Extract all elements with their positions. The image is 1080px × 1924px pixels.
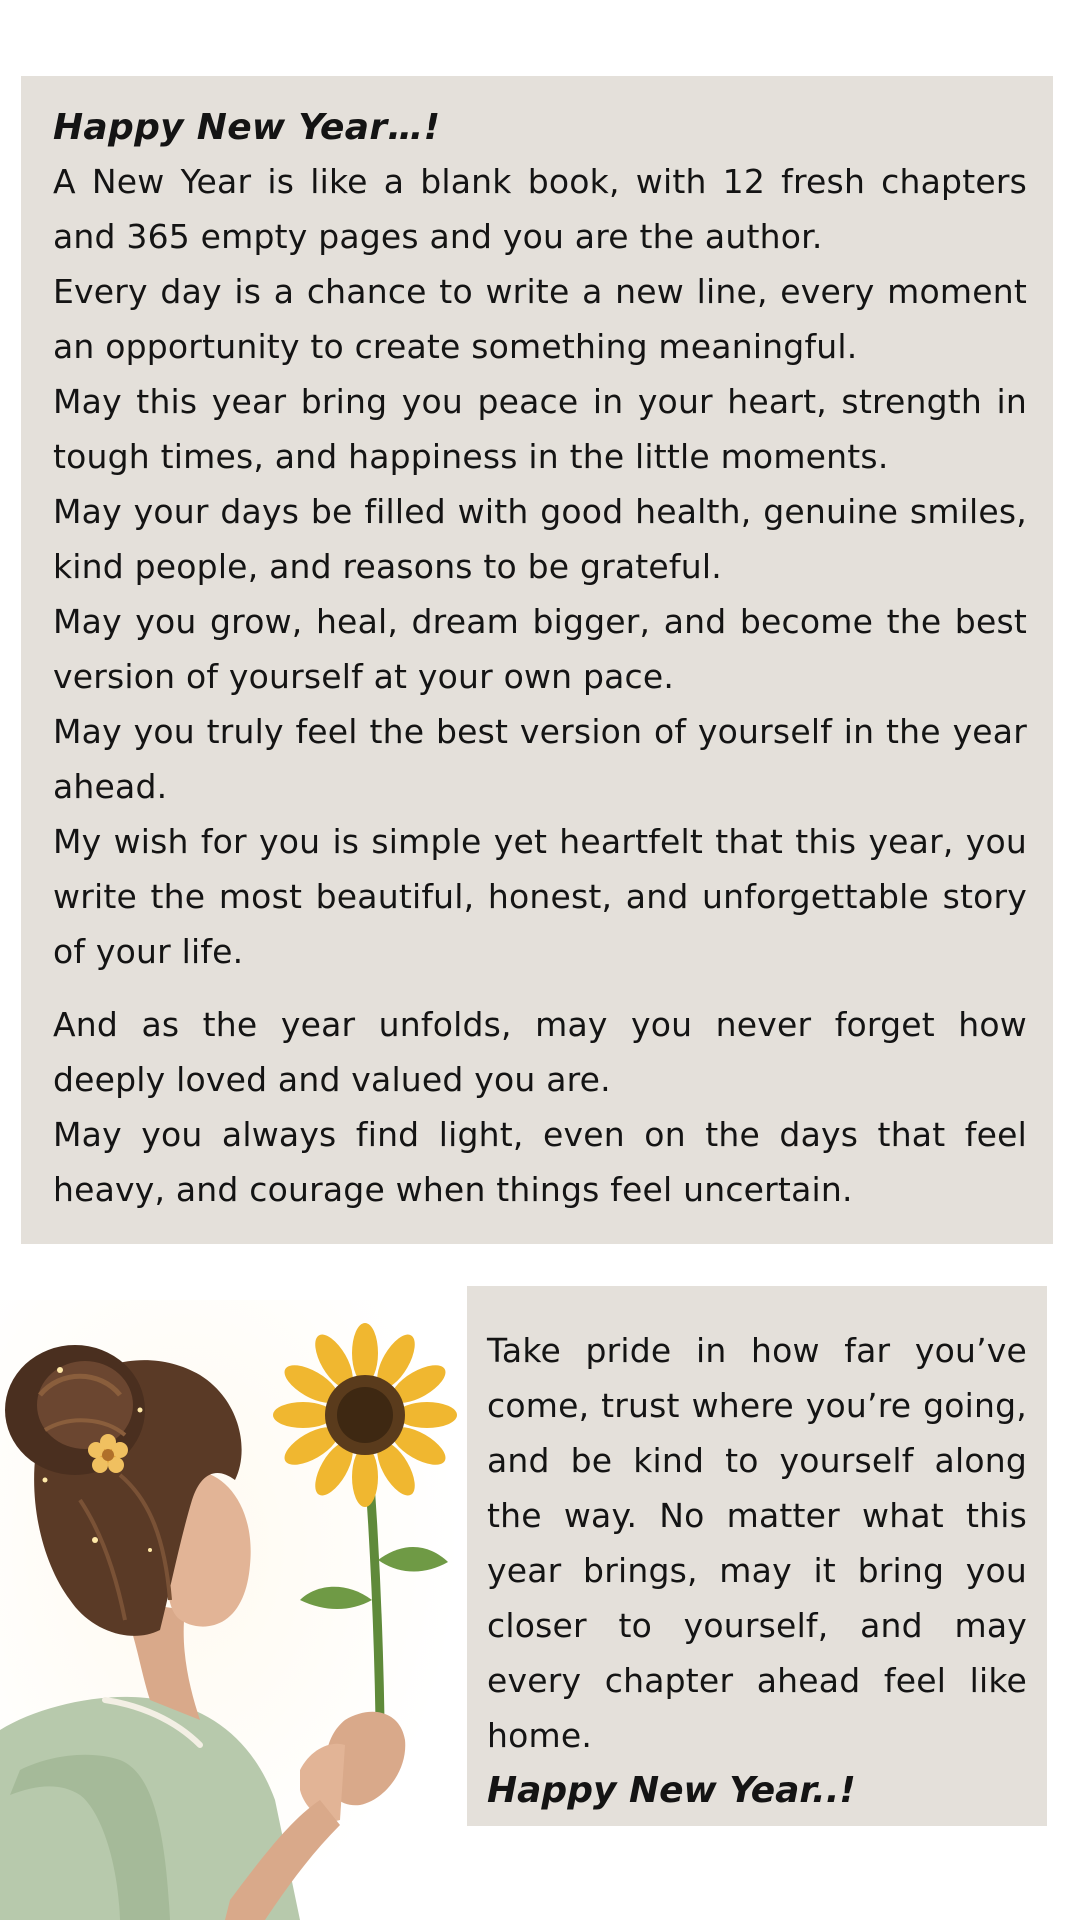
message-paragraph: And as the year unfolds, may you never forget how deeply loved and valued you are. xyxy=(53,1005,1027,1099)
message-paragraph: May you grow, heal, dream bigger, and become the best version of yourself at your own pace. xyxy=(53,602,1027,696)
message-paragraph: May you truly feel the best version of yourself in the year ahead. xyxy=(53,712,1027,806)
message-paragraph: A New Year is like a blank book, with 12 fresh chapters and 365 empty pages and you are the author. xyxy=(53,162,1027,256)
message-paragraph: May this year bring you peace in your heart, strength in tough times, and happiness in the little moments. xyxy=(53,382,1027,476)
message-paragraph: Every day is a chance to write a new line, every moment an opportunity to create something meaningful. xyxy=(53,272,1027,366)
greeting-heading: Happy New Year…! xyxy=(53,107,441,148)
closing-greeting: Happy New Year..! xyxy=(487,1770,856,1811)
closing-card xyxy=(467,1286,1047,1826)
message-paragraph: My wish for you is simple yet heartfelt that this year, you write the most beautiful, honest, and unforgettable story of your life. xyxy=(53,822,1027,971)
woman-with-sunflower-illustration xyxy=(0,1300,460,1920)
closing-message: Take pride in how far you’ve come, trust where you’re going, and be kind to yourself along the way. No matter what this year brings, may it bring you closer to yourself, and may every chapter ahead feel like home. xyxy=(487,1331,1027,1755)
message-paragraph: May you always find light, even on the days that feel heavy, and courage when things feel uncertain. xyxy=(53,1115,1027,1209)
message-card xyxy=(21,76,1053,1244)
message-paragraph: May your days be filled with good health, genuine smiles, kind people, and reasons to be grateful. xyxy=(53,492,1027,586)
